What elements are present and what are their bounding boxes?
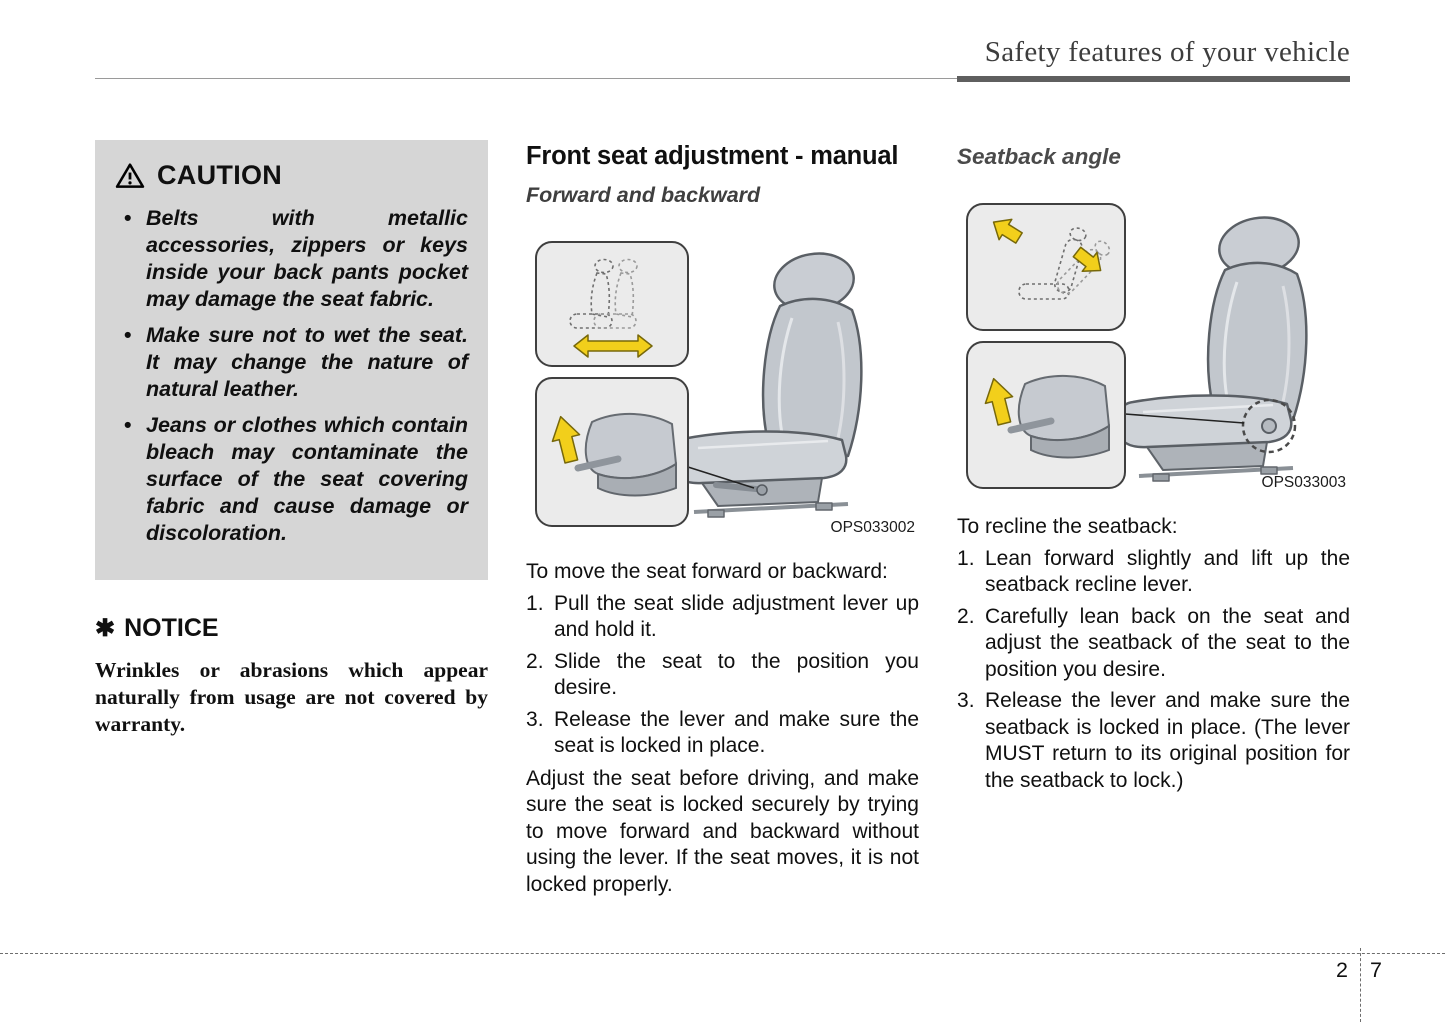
caution-list [115, 205, 468, 547]
slide-step: Pull the seat slide adjustment lever up and hold it. [554, 591, 919, 641]
caution-item: • Make sure not to wet the seat. It may change the nature of natural leather. [115, 322, 468, 403]
page-number-divider [1360, 948, 1361, 1022]
recline-step: Lean forward slightly and lift up the seatback recline lever. [985, 546, 1350, 596]
footer-dashed-rule [0, 953, 1445, 954]
slide-steps [526, 591, 919, 760]
recline-steps [957, 546, 1350, 795]
notice-title: NOTICE [124, 614, 219, 642]
caution-item: • Belts with metallic accessories, zippers or keys inside your back pants pocket may damage the seat fabric. [115, 205, 468, 313]
recline-intro: To recline the seatback: [957, 515, 1178, 538]
header-rule-thick-segment [957, 76, 1350, 82]
figure-code: OPS033003 [1261, 474, 1346, 491]
slide-outro: Adjust the seat before driving, and make sure the seat is locked securely by trying to move forward and backward without using the lever. If the seat moves, it is not locked properly. [526, 766, 919, 896]
seat-slide-figure [526, 226, 919, 541]
caution-title: CAUTION [157, 160, 283, 190]
seatback-angle-figure [957, 196, 1350, 496]
seatback-recline-illustration [957, 196, 1350, 496]
notice-title-row [95, 614, 488, 643]
caution-item: • Jeans or clothes which contain bleach may contaminate the surface of the seat covering fabric and cause damage or discoloration. [115, 412, 468, 547]
forward-backward-subheading: Forward and backward [526, 183, 761, 207]
notice-asterisk-icon: ✱ [95, 615, 116, 642]
caution-title-row [115, 160, 468, 191]
figure-code: OPS033002 [830, 519, 915, 536]
page-title: Safety features of your vehicle [984, 36, 1350, 68]
notice-section [95, 614, 488, 738]
header-rule [95, 78, 1350, 87]
slide-intro: To move the seat forward or backward: [526, 560, 888, 583]
page-number: 7 [1370, 958, 1382, 982]
content-columns [95, 140, 1350, 903]
recline-step: Release the lever and make sure the seatback is locked in place. (The lever MUST return to its original position for the seatback to lock.) [985, 689, 1350, 792]
front-seat-adjustment-heading: Front seat adjustment - manual [526, 142, 899, 170]
caution-box [95, 140, 488, 580]
slide-step: Slide the seat to the position you desire. [554, 649, 919, 699]
section-number: 2 [1336, 958, 1348, 982]
slide-step: Release the lever and make sure the seat is locked in place. [554, 707, 919, 757]
seat-forward-backward-illustration [526, 226, 919, 541]
recline-step: Carefully lean back on the seat and adjust the seatback of the seat to the position you desire. [985, 604, 1350, 681]
warning-triangle-icon [115, 162, 145, 190]
seatback-angle-heading: Seatback angle [957, 144, 1121, 169]
middle-column [526, 140, 919, 903]
left-column [95, 140, 488, 903]
page-header [95, 0, 1350, 87]
notice-body: Wrinkles or abrasions which appear naturally from usage are not covered by warranty. [95, 658, 488, 736]
right-column [957, 140, 1350, 903]
